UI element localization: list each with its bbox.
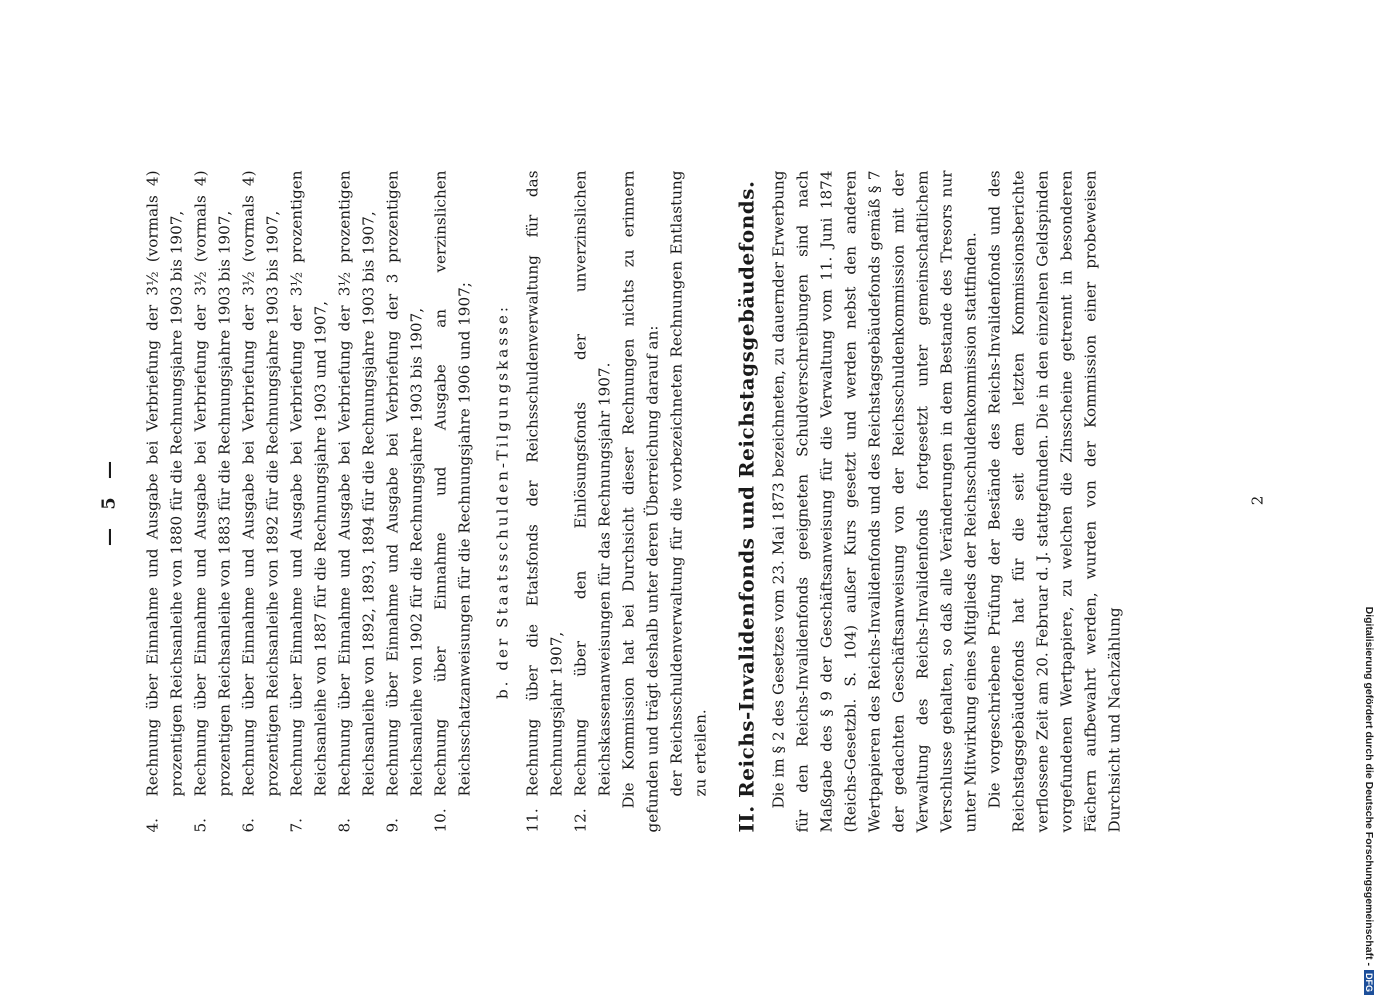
list-item	[568, 170, 616, 832]
section-title: II. Reichs-Invalidenfonds und Reichstagsgebäudefonds.	[734, 180, 758, 832]
item-text: Rechnung über Einnahme und Ausgabe bei Verbriefung der 3½ (vormals 4) prozentigen Reichsanleihe von 1883 für die Rechnungsjahre 1903 bis 1907,	[191, 170, 233, 796]
items-list-b	[520, 170, 616, 832]
list-item	[520, 170, 568, 832]
item-number: 9.	[383, 817, 401, 832]
page-number: — 5 —	[98, 454, 119, 546]
list-item	[140, 170, 188, 832]
list-item	[380, 170, 428, 832]
item-text: Rechnung über Einnahme und Ausgabe bei Verbriefung der 3½ (vormals 4) prozentigen Reichsanleihe von 1892 für die Rechnungsjahre 1903 bis 1907,	[239, 170, 281, 796]
list-item	[332, 170, 380, 832]
commission-paragraph: Die Kommission hat bei Durchsicht dieser Rechnungen nichts zu erinnern gefunden und trägt deshalb unter deren Überreichung darauf an:	[619, 170, 661, 832]
item-number: 12.	[571, 807, 589, 832]
items-list-a	[140, 170, 476, 832]
item-text: Rechnung über die Etatsfonds der Reichsschuldenverwaltung für das Rechnungsjahr 1907,	[523, 170, 565, 796]
item-number: 10.	[431, 807, 449, 832]
body-paragraph: Die im § 2 des Gesetzes vom 23. Mai 1873 bezeichneten, zu dauernder Erwerbung für den Reichs-Invalidenfonds geeigneten Schuldverschreibungen sind nach Maßgabe des § 9 der Geschäftsanweisung für die Verwaltung vom 11. Juni 1874 (Reichs-Gesetzbl. S. 104) außer Kurs gesetzt und werden nebst den anderen Wertpapieren des Reichs-Invalidenfonds und des Reichstagsgebäudefonds gemäß § 7 der gedachten Geschäftsanweisung von der Reichsschuldenkommission mit der Verwaltung des Reichs-Invalidenfonds fortgesetzt unter gemeinschaftlichem Verschlusse gehalten, so daß alle Veränderungen in dem Bestande des Tresors nur unter Mitwirkung eines Mitglieds der Reichsschuldenkommission stattfinden.	[769, 170, 979, 832]
item-number: 7.	[287, 817, 305, 832]
subheading-b: b. der Staatsschulden-Tilgungskasse:	[493, 303, 511, 699]
list-item	[284, 170, 332, 832]
item-text: Rechnung über Einnahme und Ausgabe bei Verbriefung der 3½ (vormals 4) prozentigen Reichsanleihe von 1880 für die Rechnungsjahre 1903 bis 1907,	[143, 170, 185, 796]
item-number: 4.	[143, 817, 161, 832]
item-number: 6.	[239, 817, 257, 832]
digitization-text: Digitalisierung gefördert durch die Deutsche Forschungsgemeinschaft -	[1363, 606, 1375, 966]
page-content	[140, 170, 1126, 832]
list-item	[428, 170, 476, 832]
item-text: Rechnung über Einnahme und Ausgabe bei Verbriefung der 3½ prozentigen Reichsanleihe von 1887 für die Rechnungsjahre 1903 und 1907,	[287, 170, 329, 796]
item-text: Rechnung über Einnahme und Ausgabe bei Verbriefung der 3 prozentigen Reichsanleihe von 1902 für die Rechnungsjahre 1903 bis 1907,	[383, 170, 425, 796]
dfg-logo: DFG	[1364, 970, 1374, 995]
list-item	[188, 170, 236, 832]
request-paragraph: der Reichsschuldenverwaltung für die vorbezeichneten Rechnungen Entlastung zu erteilen.	[667, 170, 709, 796]
item-number: 11.	[523, 807, 541, 832]
item-text: Rechnung über Einnahme und Ausgabe an verzinslichen Reichsschatzanweisungen für die Rechnungsjahre 1906 und 1907;	[431, 170, 473, 796]
signature-mark: 2	[1248, 495, 1266, 505]
list-item	[236, 170, 284, 832]
item-number: 8.	[335, 817, 353, 832]
item-text: Rechnung über den Einlösungsfonds der unverzinslichen Reichskassenanweisungen für das Rechnungsjahr 1907.	[571, 170, 613, 796]
item-number: 5.	[191, 817, 209, 832]
body-paragraph: Die vorgeschriebene Prüfung der Bestände des Reichs-Invalidenfonds und des Reichstagsgebäudefonds hat für die seit dem letzten Kommissionsberichte verflossene Zeit am 20. Februar d. J. stattgefunden. Die in den einzelnen Geldspinden vorgefundenen Wertpapiere, zu welchen die Zinsscheine getrennt in besonderen Fächern aufbewahrt werden, wurden von der Kommission einer probeweisen Durchsicht und Nachzählung	[985, 170, 1123, 832]
digitization-note	[1363, 8, 1382, 992]
item-text: Rechnung über Einnahme und Ausgabe bei Verbriefung der 3½ prozentigen Reichsanleihe von 1892, 1893, 1894 für die Rechnungsjahre 1903 bis 1907,	[335, 170, 377, 796]
